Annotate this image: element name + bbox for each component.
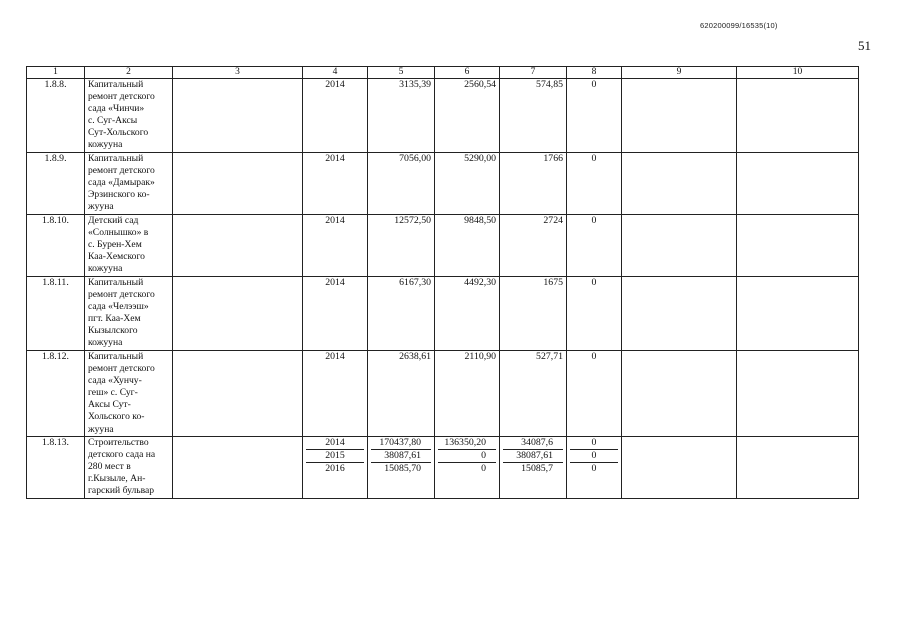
- column-header: 1: [27, 67, 85, 79]
- col7-cell: [500, 277, 567, 351]
- item-name-line: Каа-Хемского: [88, 251, 145, 263]
- year-cell-value: 2014: [325, 351, 345, 362]
- item-name-line: сада «Челээш»: [88, 301, 149, 313]
- col8-cell-value: 0: [591, 79, 597, 90]
- item-name-line: ремонт детского: [88, 363, 155, 375]
- column-header: 4: [303, 67, 368, 79]
- col8-cell-value: 0: [591, 215, 597, 226]
- col8-cell-value: 0: [591, 277, 597, 288]
- row-number: 1.8.8.: [27, 79, 85, 153]
- total-cell-value: 38087,61: [371, 450, 431, 463]
- item-name-line: жууна: [88, 423, 114, 435]
- col6-cell-value: 0: [481, 463, 486, 474]
- col8-cell-value: 0: [591, 463, 597, 474]
- col8-cell-value: 0: [591, 153, 597, 164]
- cell-col3: [173, 153, 303, 215]
- col7-cell-value: 527,71: [536, 351, 563, 362]
- cell-col3: [173, 79, 303, 153]
- item-name-line: с. Суг-Аксы: [88, 115, 138, 127]
- total-cell-value: 15085,70: [384, 463, 421, 474]
- total-cell-value: 3135,39: [399, 79, 431, 90]
- year-cell-value: 2016: [325, 463, 345, 474]
- col6-cell: [435, 277, 500, 351]
- cell-col10: [737, 153, 859, 215]
- item-name-line: геш» с. Суг-: [88, 387, 138, 399]
- item-name-line: Капитальный: [88, 351, 144, 362]
- item-name-line: Капитальный: [88, 79, 144, 90]
- item-name: [85, 79, 173, 153]
- col6-cell: [435, 215, 500, 277]
- cell-col9: [622, 437, 737, 499]
- total-cell: [368, 215, 435, 277]
- total-cell: [368, 277, 435, 351]
- table-row: [27, 153, 859, 215]
- item-name-line: Эрзинского ко-: [88, 189, 150, 201]
- year-cell-value: 2015: [306, 450, 364, 463]
- cell-col10: [737, 79, 859, 153]
- col8-cell: [567, 215, 622, 277]
- item-name-line: 280 мест в: [88, 461, 131, 473]
- year-cell-value: 2014: [325, 215, 345, 226]
- item-name-line: кожууна: [88, 337, 123, 349]
- col8-cell: [567, 153, 622, 215]
- page-number: 51: [858, 38, 871, 53]
- col7-cell-value: 38087,61: [503, 450, 563, 463]
- column-header: 8: [567, 67, 622, 79]
- year-cell: [303, 277, 368, 351]
- total-cell-value: 6167,30: [399, 277, 431, 288]
- item-name-line: Капитальный: [88, 153, 144, 164]
- col7-cell: [500, 153, 567, 215]
- col7-cell: [500, 351, 567, 437]
- year-cell: [303, 215, 368, 277]
- column-header: 10: [737, 67, 859, 79]
- item-name-line: кожууна: [88, 263, 123, 275]
- col6-cell-value: 136350,20: [438, 437, 496, 450]
- col7-cell-value: 574,85: [536, 79, 563, 90]
- col6-cell-value: 9848,50: [464, 215, 496, 226]
- cell-col3: [173, 351, 303, 437]
- col6-cell: [435, 153, 500, 215]
- col8-cell-value: 0: [570, 450, 618, 463]
- item-name-line: ремонт детского: [88, 91, 155, 103]
- cell-col3: [173, 277, 303, 351]
- column-header-row: [27, 67, 859, 79]
- item-name-line: Хольского ко-: [88, 411, 145, 423]
- col8-cell: [567, 277, 622, 351]
- col7-cell: [500, 79, 567, 153]
- total-cell-value: 170437,80: [371, 437, 431, 450]
- col8-cell: [567, 437, 622, 499]
- item-name-line: пгт. Каа-Хем: [88, 313, 141, 325]
- column-header: 5: [368, 67, 435, 79]
- cell-col9: [622, 153, 737, 215]
- col7-cell: [500, 437, 567, 499]
- cell-col10: [737, 277, 859, 351]
- item-name: [85, 153, 173, 215]
- item-name-line: г.Кызыле, Ан-: [88, 473, 146, 485]
- row-number: 1.8.10.: [27, 215, 85, 277]
- col6-cell-value: 5290,00: [464, 153, 496, 164]
- item-name-line: сада «Чинчи»: [88, 103, 145, 115]
- cell-col9: [622, 215, 737, 277]
- col7-cell-value: 15085,7: [521, 463, 553, 474]
- column-header: 3: [173, 67, 303, 79]
- table-row: [27, 437, 859, 499]
- cell-col10: [737, 215, 859, 277]
- year-cell: [303, 153, 368, 215]
- col6-cell-value: 2560,54: [464, 79, 496, 90]
- total-cell-value: 7056,00: [399, 153, 431, 164]
- col8-cell-value: 0: [591, 351, 597, 362]
- col7-cell-value: 1675: [543, 277, 563, 288]
- col6-cell-value: 2110,90: [464, 351, 496, 362]
- column-header: 7: [500, 67, 567, 79]
- item-name-line: ремонт детского: [88, 289, 155, 301]
- item-name-line: сада «Дамырак»: [88, 177, 155, 189]
- row-number: 1.8.12.: [27, 351, 85, 437]
- year-cell: [303, 79, 368, 153]
- item-name-line: гарский бульвар: [88, 485, 155, 497]
- year-cell: [303, 437, 368, 499]
- row-number: 1.8.11.: [27, 277, 85, 351]
- row-number: 1.8.13.: [27, 437, 85, 499]
- row-number: 1.8.9.: [27, 153, 85, 215]
- col6-cell-value: 0: [438, 450, 496, 463]
- table-row: [27, 215, 859, 277]
- cell-col9: [622, 79, 737, 153]
- item-name-line: Капитальный: [88, 277, 144, 288]
- table-row: [27, 79, 859, 153]
- total-cell: [368, 437, 435, 499]
- total-cell: [368, 351, 435, 437]
- item-name-line: Кызылского: [88, 325, 138, 337]
- year-cell: [303, 351, 368, 437]
- total-cell-value: 12572,50: [394, 215, 431, 226]
- col8-cell-value: 0: [570, 437, 618, 450]
- item-name-line: кожууна: [88, 139, 123, 151]
- year-cell-value: 2014: [306, 437, 364, 450]
- item-name-line: детского сада на: [88, 449, 156, 461]
- item-name-line: Строительство: [88, 437, 149, 448]
- table-row: [27, 277, 859, 351]
- col7-cell-value: 1766: [543, 153, 563, 164]
- col6-cell-value: 4492,30: [464, 277, 496, 288]
- year-cell-value: 2014: [325, 277, 345, 288]
- cell-col10: [737, 351, 859, 437]
- col6-cell: [435, 79, 500, 153]
- col8-cell: [567, 351, 622, 437]
- budget-table: [26, 66, 859, 499]
- item-name: [85, 215, 173, 277]
- total-cell: [368, 79, 435, 153]
- item-name-line: «Солнышко» в: [88, 227, 149, 239]
- item-name: [85, 437, 173, 499]
- cell-col3: [173, 215, 303, 277]
- item-name-line: Детский сад: [88, 215, 139, 226]
- document-code: 620200099/16535(10): [700, 21, 778, 30]
- cell-col3: [173, 437, 303, 499]
- item-name: [85, 277, 173, 351]
- item-name: [85, 351, 173, 437]
- col8-cell: [567, 79, 622, 153]
- col7-cell-value: 2724: [543, 215, 563, 226]
- col6-cell: [435, 437, 500, 499]
- column-header: 2: [85, 67, 173, 79]
- year-cell-value: 2014: [325, 79, 345, 90]
- col7-cell: [500, 215, 567, 277]
- column-header: 6: [435, 67, 500, 79]
- cell-col9: [622, 277, 737, 351]
- cell-col10: [737, 437, 859, 499]
- item-name-line: Сут-Хольского: [88, 127, 149, 139]
- col6-cell: [435, 351, 500, 437]
- column-header: 9: [622, 67, 737, 79]
- cell-col9: [622, 351, 737, 437]
- item-name-line: ремонт детского: [88, 165, 155, 177]
- item-name-line: жууна: [88, 201, 114, 213]
- table-row: [27, 351, 859, 437]
- col7-cell-value: 34087,6: [503, 437, 563, 450]
- item-name-line: с. Бурен-Хем: [88, 239, 142, 251]
- item-name-line: Аксы Сут-: [88, 399, 131, 411]
- item-name-line: сада «Хунчу-: [88, 375, 142, 387]
- year-cell-value: 2014: [325, 153, 345, 164]
- total-cell: [368, 153, 435, 215]
- total-cell-value: 2638,61: [399, 351, 431, 362]
